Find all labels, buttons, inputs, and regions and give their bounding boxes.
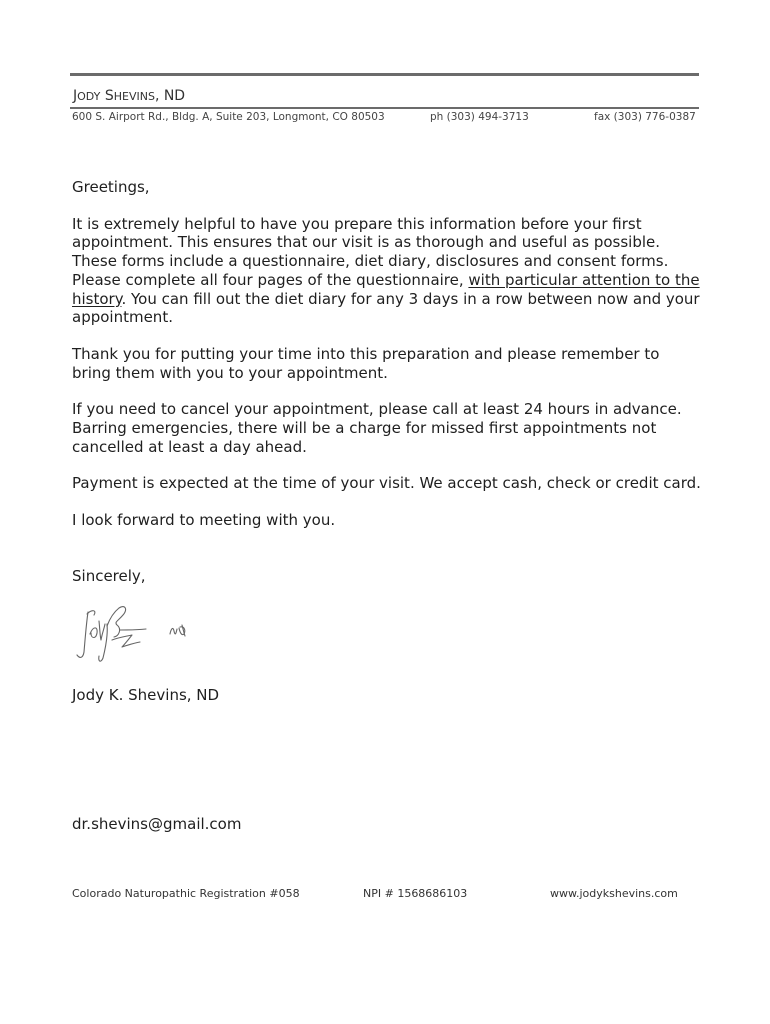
paragraph-cancellation: If you need to cancel your appointment, please call at least 24 hours in advance. Barring emergencies, there will be a charge for missed first appointments not cancelled at least a day ahead. bbox=[72, 400, 682, 456]
footer-registration: Colorado Naturopathic Registration #058 bbox=[72, 887, 300, 900]
letter-body bbox=[72, 178, 702, 548]
letterhead-name bbox=[73, 86, 185, 104]
paragraph-preparation bbox=[72, 215, 702, 327]
paragraph-preparation-end: . You can fill out the diet diary for any 3 days in a row between now and your appointment. bbox=[72, 289, 700, 327]
footer-row bbox=[72, 887, 692, 901]
name-first-rest: ody bbox=[77, 86, 101, 104]
letterhead-fax: fax (303) 776-0387 bbox=[594, 111, 696, 123]
letterhead-phone: ph (303) 494-3713 bbox=[430, 111, 529, 123]
signer-name: Jody K. Shevins, ND bbox=[72, 686, 220, 704]
history-emphasis: with particular attention to the history bbox=[72, 270, 700, 308]
paragraph-thanks: Thank you for putting your time into this preparation and please remember to bring them with you to your appointment. bbox=[72, 344, 660, 382]
paragraph-preparation-start: It is extremely helpful to have you prepare this information before your first appointment. This ensures that our visit is as thorough and useful as possible. These forms include a questionnaire, diet diary, disclosures and consent forms. Please complete all four pages of the questionnaire, bbox=[72, 214, 669, 289]
letterhead-address: 600 S. Airport Rd., Bldg. A, Suite 203, Longmont, CO 80503 bbox=[72, 111, 385, 123]
handwritten-signature bbox=[72, 596, 212, 668]
header-top-rule bbox=[70, 73, 699, 76]
letterhead-contact-row bbox=[72, 111, 696, 125]
footer-npi: NPI # 1568686103 bbox=[363, 887, 468, 900]
name-suffix: , ND bbox=[154, 88, 186, 104]
contact-email[interactable]: dr.shevins@gmail.com bbox=[72, 815, 242, 833]
footer-website[interactable]: www.jodykshevins.com bbox=[550, 887, 678, 900]
paragraph-closing: I look forward to meeting with you. bbox=[72, 511, 336, 530]
greeting: Greetings, bbox=[72, 178, 150, 196]
name-last-rest: hevins bbox=[113, 86, 155, 104]
name-last-initial: S bbox=[104, 88, 114, 104]
name-first-initial: J bbox=[73, 88, 78, 104]
closing: Sincerely, bbox=[72, 567, 146, 585]
header-bottom-rule bbox=[70, 107, 699, 109]
paragraph-payment: Payment is expected at the time of your visit. We accept cash, check or credit card. bbox=[72, 474, 701, 493]
